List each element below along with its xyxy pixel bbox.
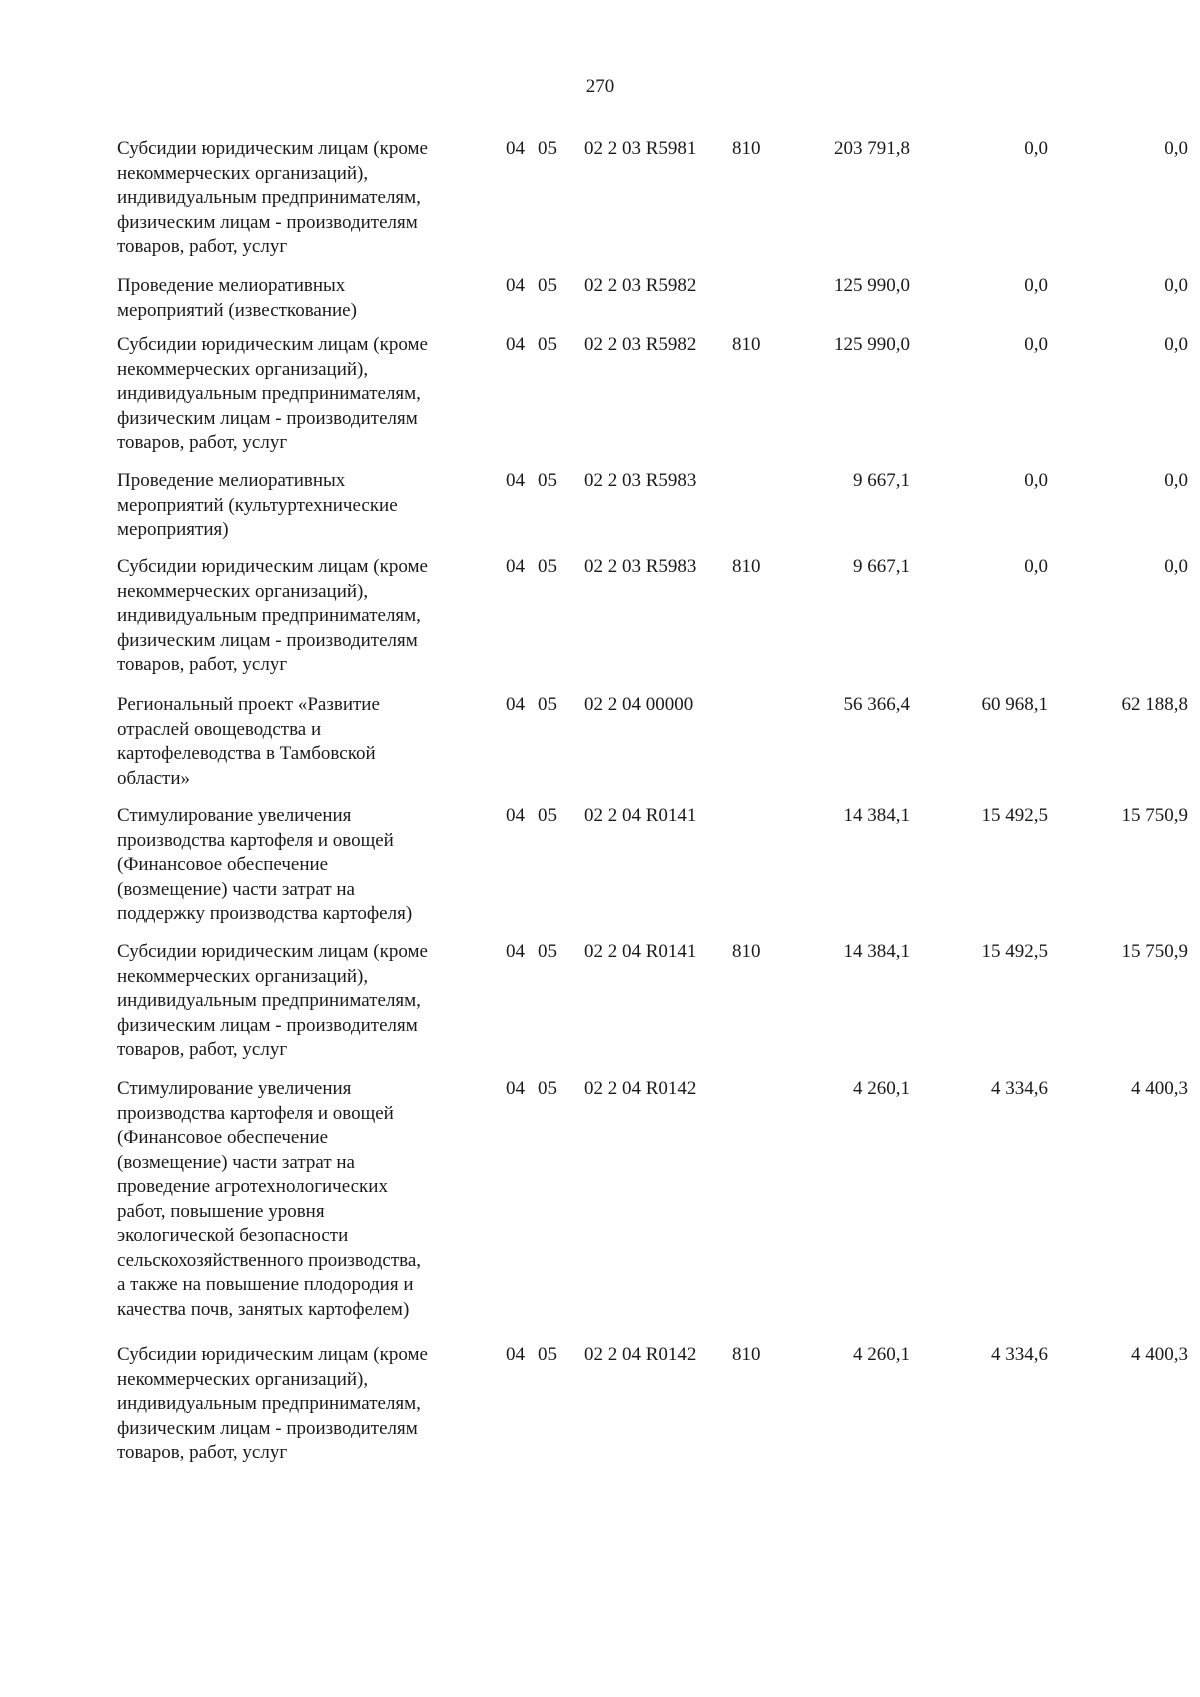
row-amount-year3: 4 400,3 [1131,1344,1188,1365]
row-amount-year1: 125 990,0 [834,334,910,355]
row-section: 04 [506,941,525,962]
row-target-code: 02 2 03 R5983 [584,470,697,491]
row-amount-year1: 14 384,1 [843,805,910,826]
row-amount-year3: 4 400,3 [1131,1078,1188,1099]
row-section: 04 [506,1344,525,1365]
row-amount-year3: 0,0 [1164,556,1188,577]
row-amount-year1: 4 260,1 [853,1344,910,1365]
row-subsection: 05 [538,941,557,962]
row-subsection: 05 [538,694,557,715]
row-amount-year3: 15 750,9 [1121,941,1188,962]
row-amount-year3: 15 750,9 [1121,805,1188,826]
row-amount-year2: 60 968,1 [981,694,1048,715]
row-amount-year2: 4 334,6 [991,1078,1048,1099]
row-name: Субсидии юридическим лицам (кроме некоммерческих организаций), индивидуальным предпринимателям, физическим лицам - производителям товаров, работ, услуг [117,334,428,453]
row-amount-year1: 4 260,1 [853,1078,910,1099]
row-amount-year3: 62 188,8 [1121,694,1188,715]
row-section: 04 [506,334,525,355]
row-target-code: 02 2 04 R0141 [584,805,697,826]
row-amount-year2: 0,0 [1024,334,1048,355]
row-subsection: 05 [538,805,557,826]
row-name: Проведение мелиоративных мероприятий (известкование) [117,275,357,321]
row-target-code: 02 2 04 R0142 [584,1344,697,1365]
row-name: Субсидии юридическим лицам (кроме некоммерческих организаций), индивидуальным предпринимателям, физическим лицам - производителям товаров, работ, услуг [117,556,428,675]
row-amount-year1: 56 366,4 [843,694,910,715]
row-amount-year1: 9 667,1 [853,556,910,577]
row-target-code: 02 2 03 R5982 [584,275,697,296]
row-expense-type: 810 [732,556,761,577]
row-target-code: 02 2 03 R5981 [584,138,697,159]
row-name: Субсидии юридическим лицам (кроме некоммерческих организаций), индивидуальным предпринимателям, физическим лицам - производителям товаров, работ, услуг [117,138,428,257]
row-subsection: 05 [538,138,557,159]
row-name: Субсидии юридическим лицам (кроме некоммерческих организаций), индивидуальным предпринимателям, физическим лицам - производителям товаров, работ, услуг [117,941,428,1060]
row-subsection: 05 [538,1344,557,1365]
row-amount-year1: 9 667,1 [853,470,910,491]
row-amount-year1: 14 384,1 [843,941,910,962]
row-expense-type: 810 [732,1344,761,1365]
row-amount-year3: 0,0 [1164,334,1188,355]
row-amount-year2: 0,0 [1024,275,1048,296]
row-target-code: 02 2 04 R0141 [584,941,697,962]
row-subsection: 05 [538,334,557,355]
row-amount-year3: 0,0 [1164,138,1188,159]
row-subsection: 05 [538,556,557,577]
row-target-code: 02 2 04 00000 [584,694,694,715]
row-target-code: 02 2 04 R0142 [584,1078,697,1099]
row-section: 04 [506,694,525,715]
row-amount-year2: 0,0 [1024,470,1048,491]
row-name: Проведение мелиоративных мероприятий (культуртехнические мероприятия) [117,470,398,540]
row-section: 04 [506,805,525,826]
row-amount-year2: 15 492,5 [981,941,1048,962]
row-amount-year2: 0,0 [1024,556,1048,577]
row-section: 04 [506,275,525,296]
row-name: Стимулирование увеличения производства картофеля и овощей (Финансовое обеспечение (возмещение) части затрат на поддержку производства картофеля) [117,805,413,924]
row-subsection: 05 [538,470,557,491]
row-subsection: 05 [538,275,557,296]
row-amount-year1: 125 990,0 [834,275,910,296]
row-target-code: 02 2 03 R5982 [584,334,697,355]
row-name: Стимулирование увеличения производства картофеля и овощей (Финансовое обеспечение (возмещение) части затрат на проведение агротехнологических работ, повышение уровня экологической безопасности сельскохозяйственного производства, а также на повышение плодородия и качества почв, занятых картофелем) [117,1078,422,1320]
page-number: 270 [585,76,615,97]
row-section: 04 [506,138,525,159]
row-amount-year2: 4 334,6 [991,1344,1048,1365]
row-section: 04 [506,556,525,577]
row-amount-year1: 203 791,8 [834,138,910,159]
row-amount-year3: 0,0 [1164,275,1188,296]
row-expense-type: 810 [732,334,761,355]
row-expense-type: 810 [732,138,761,159]
row-section: 04 [506,1078,525,1099]
row-subsection: 05 [538,1078,557,1099]
row-target-code: 02 2 03 R5983 [584,556,697,577]
row-name: Субсидии юридическим лицам (кроме некоммерческих организаций), индивидуальным предпринимателям, физическим лицам - производителям товаров, работ, услуг [117,1344,428,1463]
row-amount-year2: 15 492,5 [981,805,1048,826]
row-expense-type: 810 [732,941,761,962]
row-name: Региональный проект «Развитие отраслей овощеводства и картофелеводства в Тамбовской области» [117,694,380,789]
row-section: 04 [506,470,525,491]
row-amount-year2: 0,0 [1024,138,1048,159]
row-amount-year3: 0,0 [1164,470,1188,491]
